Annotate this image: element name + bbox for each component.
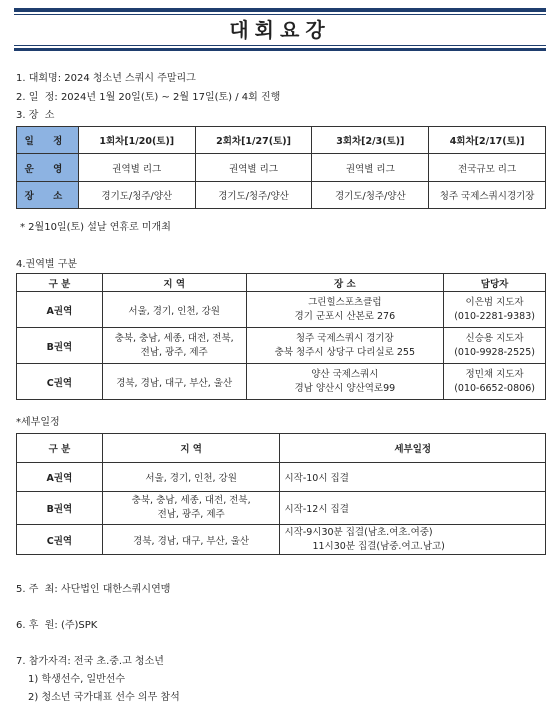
detail-area-line1: 충북, 충남, 세종, 대전, 전북, [131,495,251,506]
region-place [246,328,444,364]
title-rule-top [14,8,546,12]
detail-schedule [280,492,546,525]
region-manager-phone: (010-2281-9383) [454,310,535,322]
region-manager [444,292,546,328]
region-place-line1: 그린힐스포츠클럽 [308,296,382,308]
regions-header-place: 장 소 [246,274,444,292]
detail-region-name: A권역 [17,463,103,492]
regions-table [16,273,546,400]
detail-schedule [280,463,546,492]
region-area [102,292,246,328]
table-row [17,292,546,328]
region-manager-phone: (010-9928-2525) [454,346,535,358]
section-regions: 4.권역별 구분 [16,259,78,270]
place-label: 장 소 [17,182,79,209]
item-schedule: 2. 일 정: 2024년 1월 20일(토) ~ 2월 17일(토) / 4회 진행 [16,92,281,103]
operation-3: 권역별 리그 [312,154,429,182]
region-name: B권역 [17,328,103,364]
region-manager [444,328,546,364]
table-row [17,328,546,364]
region-place [246,364,444,400]
operation-1: 권역별 리그 [78,154,195,182]
operation-label: 운 영 [17,154,79,182]
detail-area-line: 경북, 경남, 대구, 부산, 울산 [133,535,250,547]
detail-schedule-line: 시작-12시 집결 [284,504,349,515]
detail-schedule-line1: 시작-9시30분 집결(남초.여초.여중) [284,526,433,538]
operation-2: 권역별 리그 [195,154,312,182]
detail-region-name: B권역 [17,492,103,525]
detail-schedule-line2: 11시30분 집결(남중.여고.남고) [312,540,445,552]
region-area-line: 서울, 경기, 인천, 강원 [128,305,220,317]
detail-title: *세부일정 [16,417,60,428]
item-venue: 3. 장 소 [16,110,55,121]
item-host: 5. 주 최: 사단법인 대한스쿼시연맹 [16,584,171,595]
region-name: A권역 [17,292,103,328]
region-manager-name: 신승용 지도자 [465,332,524,344]
place-2: 경기도/청주/양산 [195,182,312,209]
page-title: 대회요강 [229,18,331,42]
round-1: 1회차[1/20(토)] [78,127,195,154]
detail-schedule-table [16,433,546,555]
region-area-line2: 전남, 광주, 제주 [140,346,208,358]
region-area-line1: 충북, 충남, 세종, 대전, 전북, [114,332,234,344]
eligibility-2: 2) 청소년 국가대표 선수 의무 참석 [28,692,180,703]
title-banner [14,8,546,51]
region-manager-phone: (010-6652-0806) [454,382,535,394]
operation-4: 전국규모 리그 [429,154,546,182]
region-place [246,292,444,328]
region-area [102,328,246,364]
item-sponsor: 6. 후 원: (주)SPK [16,620,98,631]
table-row [17,463,546,492]
table-row [17,525,546,555]
detail-schedule-line: 시작-10시 집결 [284,473,349,484]
table-row [17,364,546,400]
region-area-line: 경북, 경남, 대구, 부산, 울산 [116,377,233,389]
detail-schedule [280,525,546,555]
schedule-head-label: 일 정 [17,127,79,154]
detail-area-line2: 전남, 광주, 제주 [157,509,225,520]
region-place-line2: 충북 청주시 상당구 다리실로 255 [274,346,415,358]
schedule-table [16,126,546,209]
region-place-line2: 경남 양산시 양산역로99 [294,382,396,394]
regions-header-area: 지 역 [102,274,246,292]
detail-header-schedule: 세부일정 [280,434,546,463]
detail-area [102,463,280,492]
round-3: 3회차[2/3(토)] [312,127,429,154]
item-event-name: 1. 대회명: 2024 청소년 스쿼시 주말리그 [16,73,196,84]
region-manager-name: 정민채 지도자 [465,368,524,380]
region-manager-name: 이은범 지도자 [465,296,524,308]
detail-area-line: 서울, 경기, 인천, 강원 [145,473,237,484]
regions-header-manager: 담당자 [444,274,546,292]
place-4: 청주 국제스쿼시경기장 [429,182,546,209]
detail-area [102,492,280,525]
round-4: 4회차[2/17(토)] [429,127,546,154]
detail-header-area: 지 역 [102,434,280,463]
regions-header-division: 구 분 [17,274,103,292]
item-eligibility: 7. 참가자격: 전국 초.중.고 청소년 [16,656,164,667]
detail-header-division: 구 분 [17,434,103,463]
eligibility-1: 1) 학생선수, 일반선수 [28,674,126,685]
title-rule-bottom-thin [14,45,546,46]
schedule-note: * 2월10일(토) 설날 연휴로 미개최 [20,222,171,233]
region-place-line2: 경기 군포시 산본로 276 [294,310,396,322]
round-2: 2회차[1/27(토)] [195,127,312,154]
region-manager [444,364,546,400]
detail-region-name: C권역 [17,525,103,555]
title-rule-bottom [14,48,546,51]
table-row [17,492,546,525]
region-place-line1: 양산 국제스쿼시 [311,368,379,380]
place-3: 경기도/청주/양산 [312,182,429,209]
detail-area [102,525,280,555]
region-area [102,364,246,400]
place-1: 경기도/청주/양산 [78,182,195,209]
region-name: C권역 [17,364,103,400]
region-place-line1: 청주 국제스쿼시 경기장 [295,332,394,344]
